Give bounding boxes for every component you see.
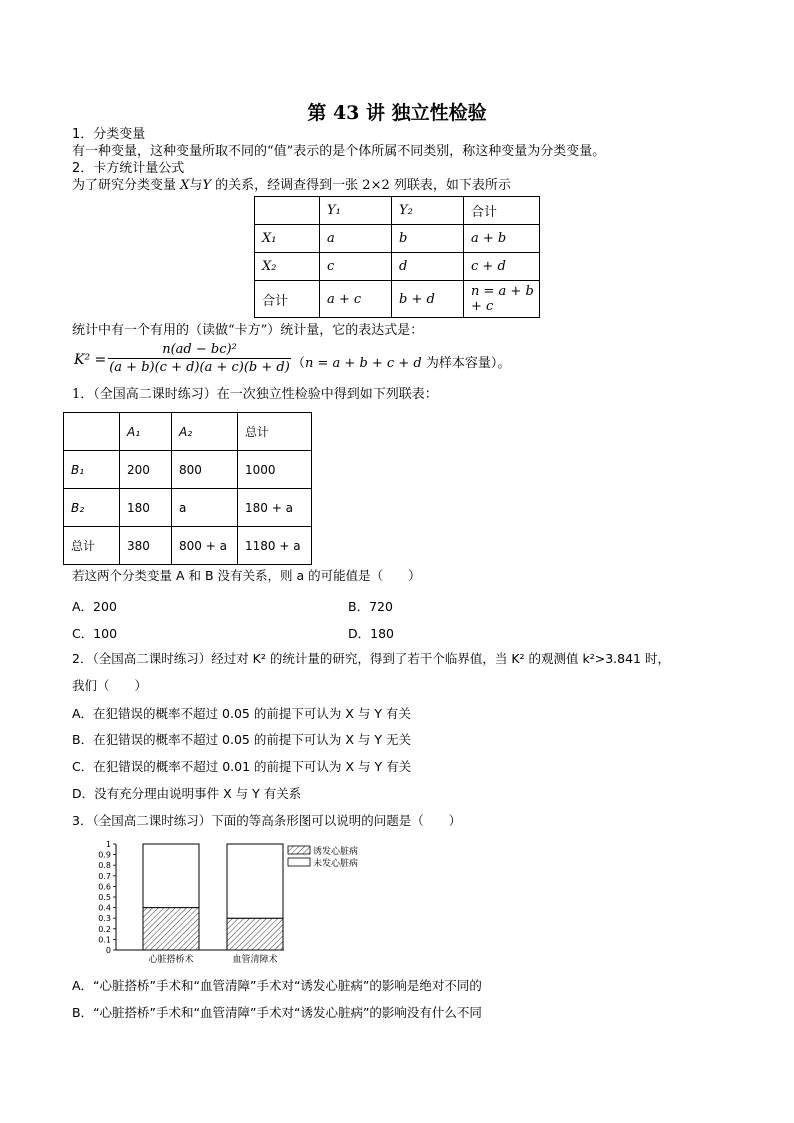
bar-segment xyxy=(227,918,283,950)
question-2-stem-line2: 我们（ ） xyxy=(72,678,148,693)
x-tick-label: 血管清障术 xyxy=(232,955,278,965)
fraction-bar xyxy=(108,358,291,359)
bar-segment xyxy=(143,908,199,950)
table-row: B₂ 180 a 180 + a xyxy=(64,489,312,527)
var-x: X xyxy=(180,178,190,193)
legend-label: 诱发心脏病 xyxy=(313,847,359,857)
q3-option-b[interactable]: B．“心脏搭桥”手术和“血管清障”手术对“诱发心脏病”的影响没有什么不同 xyxy=(72,1005,482,1020)
q2-option-d[interactable]: D．没有充分理由说明事件 X 与 Y 有关系 xyxy=(72,786,302,801)
section-2-intro: 为了研究分类变量 X与Y 的关系，经调查得到一张 2×2 列联表，如下表所示 xyxy=(72,178,511,193)
section-2-heading: 2．卡方统计量公式 xyxy=(72,161,185,176)
formula-lhs: K² = xyxy=(74,352,107,368)
q2-option-a[interactable]: A．在犯错误的概率不超过 0.05 的前提下可认为 X 与 Y 有关 xyxy=(72,706,411,721)
chart-bars xyxy=(143,844,283,965)
var-y: Y xyxy=(202,178,212,193)
y-tick-label: 0.1 xyxy=(98,935,111,945)
section-1-heading: 1．分类变量 xyxy=(72,127,146,142)
y-tick-label: 0.2 xyxy=(98,924,111,934)
y-tick-label: 0.8 xyxy=(98,861,111,871)
statistic-intro: 统计中有一个有用的（读做“卡方”）统计量，它的表达式是： xyxy=(72,323,424,338)
legend-swatch xyxy=(288,846,310,854)
bar-segment xyxy=(227,844,283,918)
table-row: 总计 380 800 + a 1180 + a xyxy=(64,527,312,565)
formula-note: （n = a + b + c + d 为样本容量）。 xyxy=(292,356,511,371)
formula-denominator: (a + b)(c + d)(a + c)(b + d) xyxy=(109,360,290,375)
legend-swatch xyxy=(288,858,310,866)
contingency-table-general xyxy=(254,196,540,318)
bar-segment xyxy=(143,844,199,908)
y-tick-label: 0.6 xyxy=(98,882,111,892)
formula-numerator: n(ad − bc)² xyxy=(162,342,237,357)
legend-label: 未发心脏病 xyxy=(313,859,359,869)
table-row: B₁ 200 800 1000 xyxy=(64,451,312,489)
chart-legend xyxy=(288,845,358,869)
table-row: Y₁ Y₂ 合计 xyxy=(255,197,540,225)
y-tick-label: 0.7 xyxy=(98,871,111,881)
y-tick-label: 0.9 xyxy=(98,850,111,860)
q2-option-c[interactable]: C．在犯错误的概率不超过 0.01 的前提下可认为 X 与 Y 有关 xyxy=(72,759,412,774)
table-row: X₁ a b a + b xyxy=(255,225,540,253)
table-row: A₁ A₂ 总计 xyxy=(64,413,312,451)
table-row: X₂ c d c + d xyxy=(255,253,540,281)
section-1-text: 有一种变量，这种变量所取不同的“值”表示的是个体所属不同类别，称这种变量为分类变量。 xyxy=(72,144,606,159)
y-tick-label: 1 xyxy=(105,840,111,849)
contingency-table-q1 xyxy=(63,412,312,565)
q1-option-d[interactable]: D．180 xyxy=(348,626,394,641)
question-1-text: 若这两个分类变量 A 和 B 没有关系，则 a 的可能值是（ ） xyxy=(72,568,421,583)
stacked-bar-chart xyxy=(92,838,382,966)
y-tick-label: 0.4 xyxy=(98,903,111,913)
question-3-stem: 3．（全国高二课时练习）下面的等高条形图可以说明的问题是（ ） xyxy=(72,813,462,828)
table-row: 合计 a + c b + d n = a + b + c xyxy=(255,281,540,318)
y-tick-label: 0.3 xyxy=(98,914,111,924)
question-2-stem-line1: 2．（全国高二课时练习）经过对 K² 的统计量的研究，得到了若干个临界值，当 K² 的观测值 k²>3.841 时， xyxy=(72,651,670,666)
y-tick-label: 0.5 xyxy=(98,893,111,902)
page-title: 第 43 讲 独立性检验 xyxy=(307,102,487,124)
q3-option-a[interactable]: A．“心脏搭桥”手术和“血管清障”手术对“诱发心脏病”的影响是绝对不同的 xyxy=(72,978,482,993)
q2-option-b[interactable]: B．在犯错误的概率不超过 0.05 的前提下可认为 X 与 Y 无关 xyxy=(72,732,411,747)
q1-option-b[interactable]: B．720 xyxy=(348,599,393,614)
q1-option-a[interactable]: A．200 xyxy=(72,599,117,614)
y-tick-label: 0 xyxy=(105,946,111,955)
formula-fraction xyxy=(108,342,291,375)
x-tick-label: 心脏搭桥术 xyxy=(148,955,194,965)
question-1-stem: 1．（全国高二课时练习）在一次独立性检验中得到如下列联表： xyxy=(72,387,438,402)
q1-option-c[interactable]: C．100 xyxy=(72,626,118,641)
